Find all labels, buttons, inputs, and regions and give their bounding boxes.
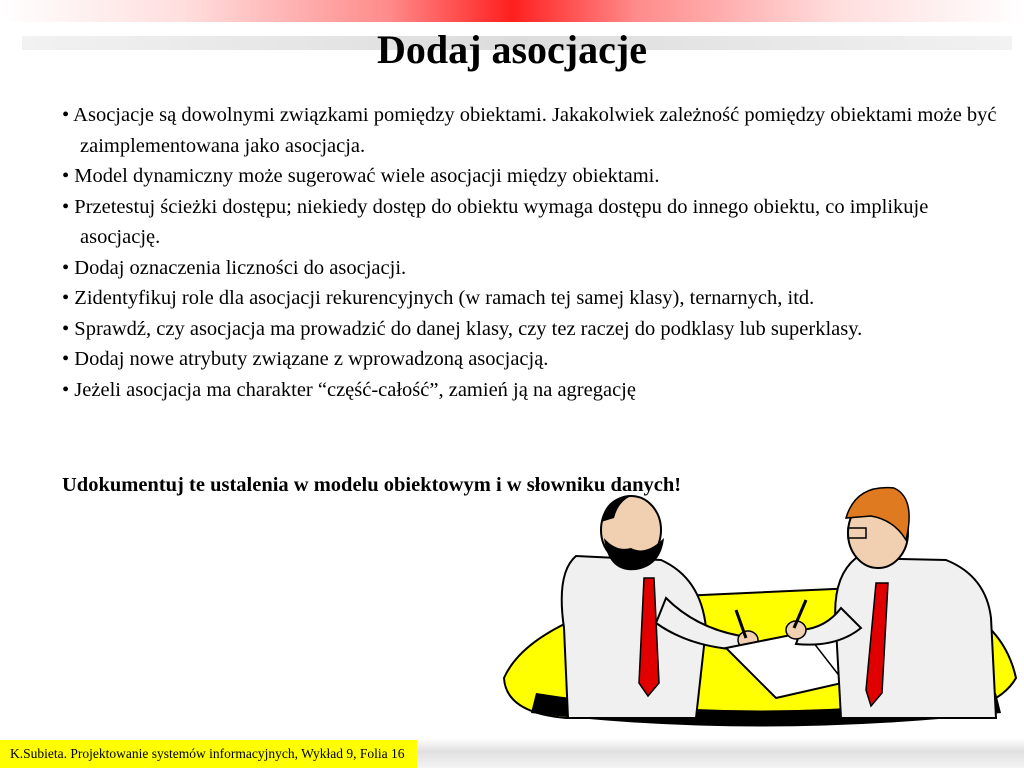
- top-gradient-bar: [0, 0, 1024, 22]
- summary-note: Udokumentuj te ustalenia w modelu obiektowym i w słowniku danych!: [62, 474, 682, 496]
- bullet-item: • Dodaj oznaczenia liczności do asocjacji.: [62, 256, 407, 279]
- bullet-item: • Przetestuj ścieżki dostępu; niekiedy dostęp do obiektu wymaga dostępu do innego obiektu, co implikuje asocjację.: [62, 195, 929, 248]
- slide-title: Dodaj asocjacje: [377, 27, 647, 72]
- bullet-item: • Dodaj nowe atrybuty związane z wprowadzoną asocjacją.: [62, 348, 549, 370]
- bullet-item: • Zidentyfikuj role dla asocjacji rekurencyjnych (w ramach tej samej klasy), ternarnych, itd.: [62, 287, 815, 309]
- bullet-item: • Jeżeli asocjacja ma charakter “część-całość”, zamień ją na agregację: [62, 378, 636, 401]
- bullet-item: • Model dynamiczny może sugerować wiele asocjacji między obiektami.: [62, 165, 660, 187]
- meeting-clipart: [496, 478, 1024, 738]
- footer-caption: K.Subieta. Projektowanie systemów informacyjnych, Wykład 9, Folia 16: [0, 740, 417, 768]
- bullet-item: • Asocjacje są dowolnymi związkami pomiędzy obiektami. Jakakolwiek zależność pomiędzy obiektami może być zaimplementowana jako asocjacja.: [62, 104, 997, 157]
- bullet-list: [62, 100, 1012, 405]
- bullet-item: • Sprawdź, czy asocjacja ma prowadzić do danej klasy, czy tez raczej do podklasy lub superklasy.: [62, 317, 863, 340]
